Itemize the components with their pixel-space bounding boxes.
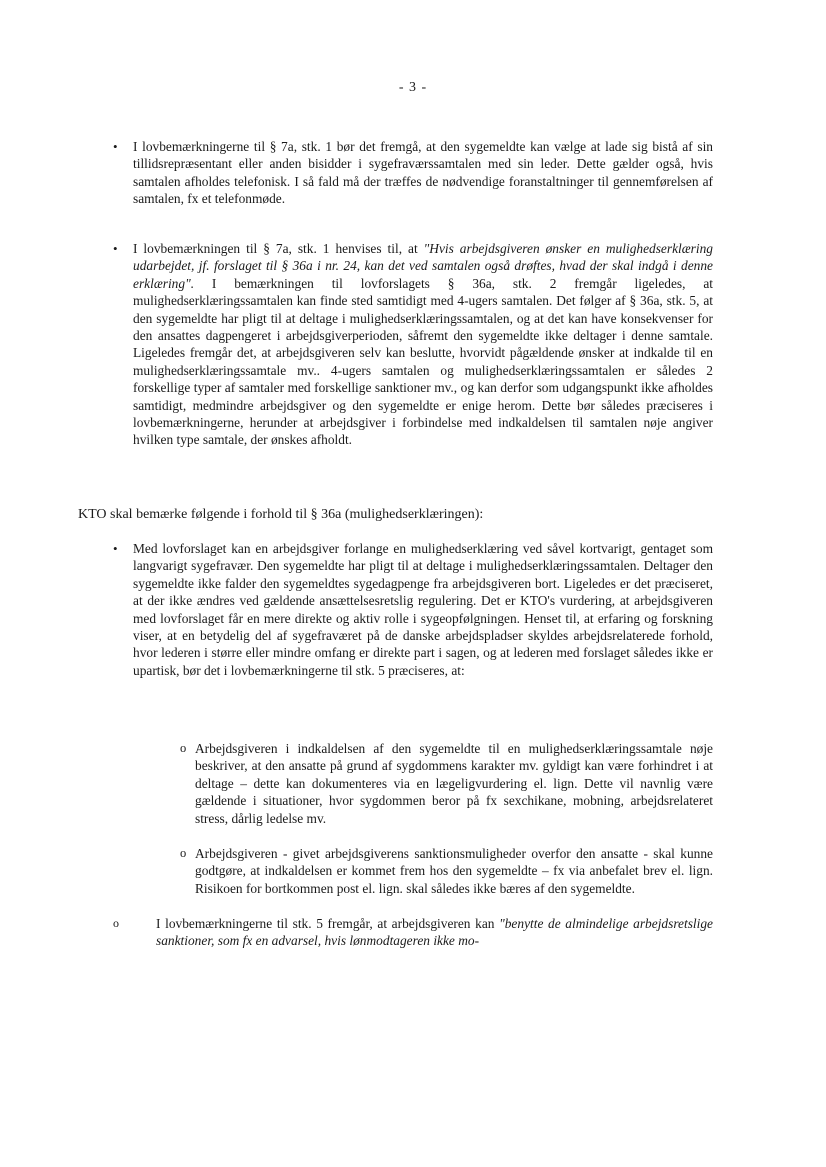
- bullet-marker: o: [113, 916, 119, 930]
- section-heading: KTO skal bemærke følgende i forhold til § 36a (mulighedserklæringen):: [78, 507, 484, 522]
- bullet-marker: •: [113, 139, 118, 154]
- quoted-text: "benytte de almindelige arbejdsretslige sanktioner, som fx en advarsel, hvis lønmodtageren ikke mo-: [156, 916, 713, 949]
- quoted-text: "Hvis arbejdsgiveren ønsker en mulighedserklæring udarbejdet, jf. forslaget til § 36a i nr. 24, kan det ved samtalen også drøftes, hvad der skal indgå i denne erklæring".: [133, 241, 714, 291]
- bullet-paragraph: Med lovforslaget kan en arbejdsgiver forlange en mulighedserklæring ved såvel kortvarigt, gentaget som langvarigt sygefravær. Den sygemeldte har pligt til at deltage i mulighedserklæringssamtalen. Deltager den sygemeldte ikke falder den sygemeldtes sygedagpenge fra arbejdsgiveren bort. Ligeledes er det præciseret, at der ikke ændres ved gældende ansættelsesretslig regulering. Det er KTO's vurdering, at arbejdsgiveren med lovforslaget får en mere direkte og aktiv rolle i sygeopfølgningen. Henset til, at erfaring og forskning viser, at en betydelig del af sygefraværet på de danske arbejdspladser skyldes arbejdsrelaterede forhold, hvor lederen i større eller mindre omfang er direkte part i sagen, og at lederen med forslaget således ikke er upartisk, bør det i lovbemærkningerne til stk. 5 præciseres, at:: [133, 541, 713, 678]
- sub-bullet-marker: o: [180, 846, 187, 860]
- bullet-paragraph: [156, 915, 713, 950]
- paragraph-text: I lovbemærkningen til § 7a, stk. 1 henvises til, at: [133, 241, 424, 256]
- sub-bullet-marker: o: [180, 741, 187, 755]
- bullet-marker: •: [113, 241, 118, 256]
- sub-bullet-paragraph: Arbejdsgiveren i indkaldelsen af den sygemeldte til en mulighedserklæringssamtale nøje beskriver, at den ansatte på grund af sygdommens karakter mv. gyldigt kan være forhindret i at deltage – dette kan dokumenteres via en lægeligvurdering el. lign. Dette vil navnlig være gældende i situationer, hvor sygdommen beror på fx sexchikane, mobning, arbejdsrelateret stress, dårlig ledelse mv.: [195, 741, 713, 826]
- sub-bullet-paragraph: Arbejdsgiveren - givet arbejdsgiverens sanktionsmuligheder overfor den ansatte - skal kunne godtgøre, at indkaldelsen er kommet frem hos den sygemeldte – fx via anbefalet brev el. lign. Risikoen for bortkommen post el. lign. skal således ikke bæres af den sygemeldte.: [195, 846, 713, 896]
- bullet-paragraph: I lovbemærkningerne til § 7a, stk. 1 bør det fremgå, at den sygemeldte kan vælge at lade sig bistå af sin tillidsrepræsentant eller anden bisidder i sygefraværssamtalen med sin leder. Dette gælder også, hvis samtalen afholdes telefonisk. I så fald må der træffes de nødvendige foranstaltninger til gennemførelsen af samtalen, fx et telefonmøde.: [133, 139, 713, 207]
- paragraph-text: I lovbemærkningerne til stk. 5 fremgår, at arbejdsgiveren kan: [156, 916, 500, 931]
- page-number: - 3 -: [398, 80, 428, 95]
- paragraph-text: I bemærkningen til lovforslagets § 36a, stk. 2 fremgår ligeledes, at mulighedserklæringssamtalen kan finde sted samtidigt med 4-ugers samtalen. Det følger af § 36a, stk. 5, at den sygemeldte har pligt til at deltage i mulighedserklæringssamtalen, og at det kan have konsekvenser for den ansattes dagpengeret i arbejdsgiverperioden, såfremt den sygemeldte ikke deltager i denne samtale. Ligeledes fremgår det, at arbejdsgiveren selv kan beslutte, hvorvidt pågældende ønsker at indkalde til en mulighedserklæringssamtale mv.. 4-ugers samtalen og mulighedserklæringssamtalen er således 2 forskellige typer af samtaler med forskellige sanktioner mv., og kan derfor som udgangspunkt ikke afholdes samtidigt, medmindre arbejdsgiver og den sygemeldte er enige herom. Dette bør således præciseres i lovbemærkningerne, herunder at arbejdsgiver i forbindelse med indkaldelsen til samtalen nøje angiver hvilken type samtale, der ønskes afholdt.: [133, 275, 713, 448]
- bullet-marker: •: [113, 541, 118, 556]
- bullet-paragraph: [133, 240, 713, 449]
